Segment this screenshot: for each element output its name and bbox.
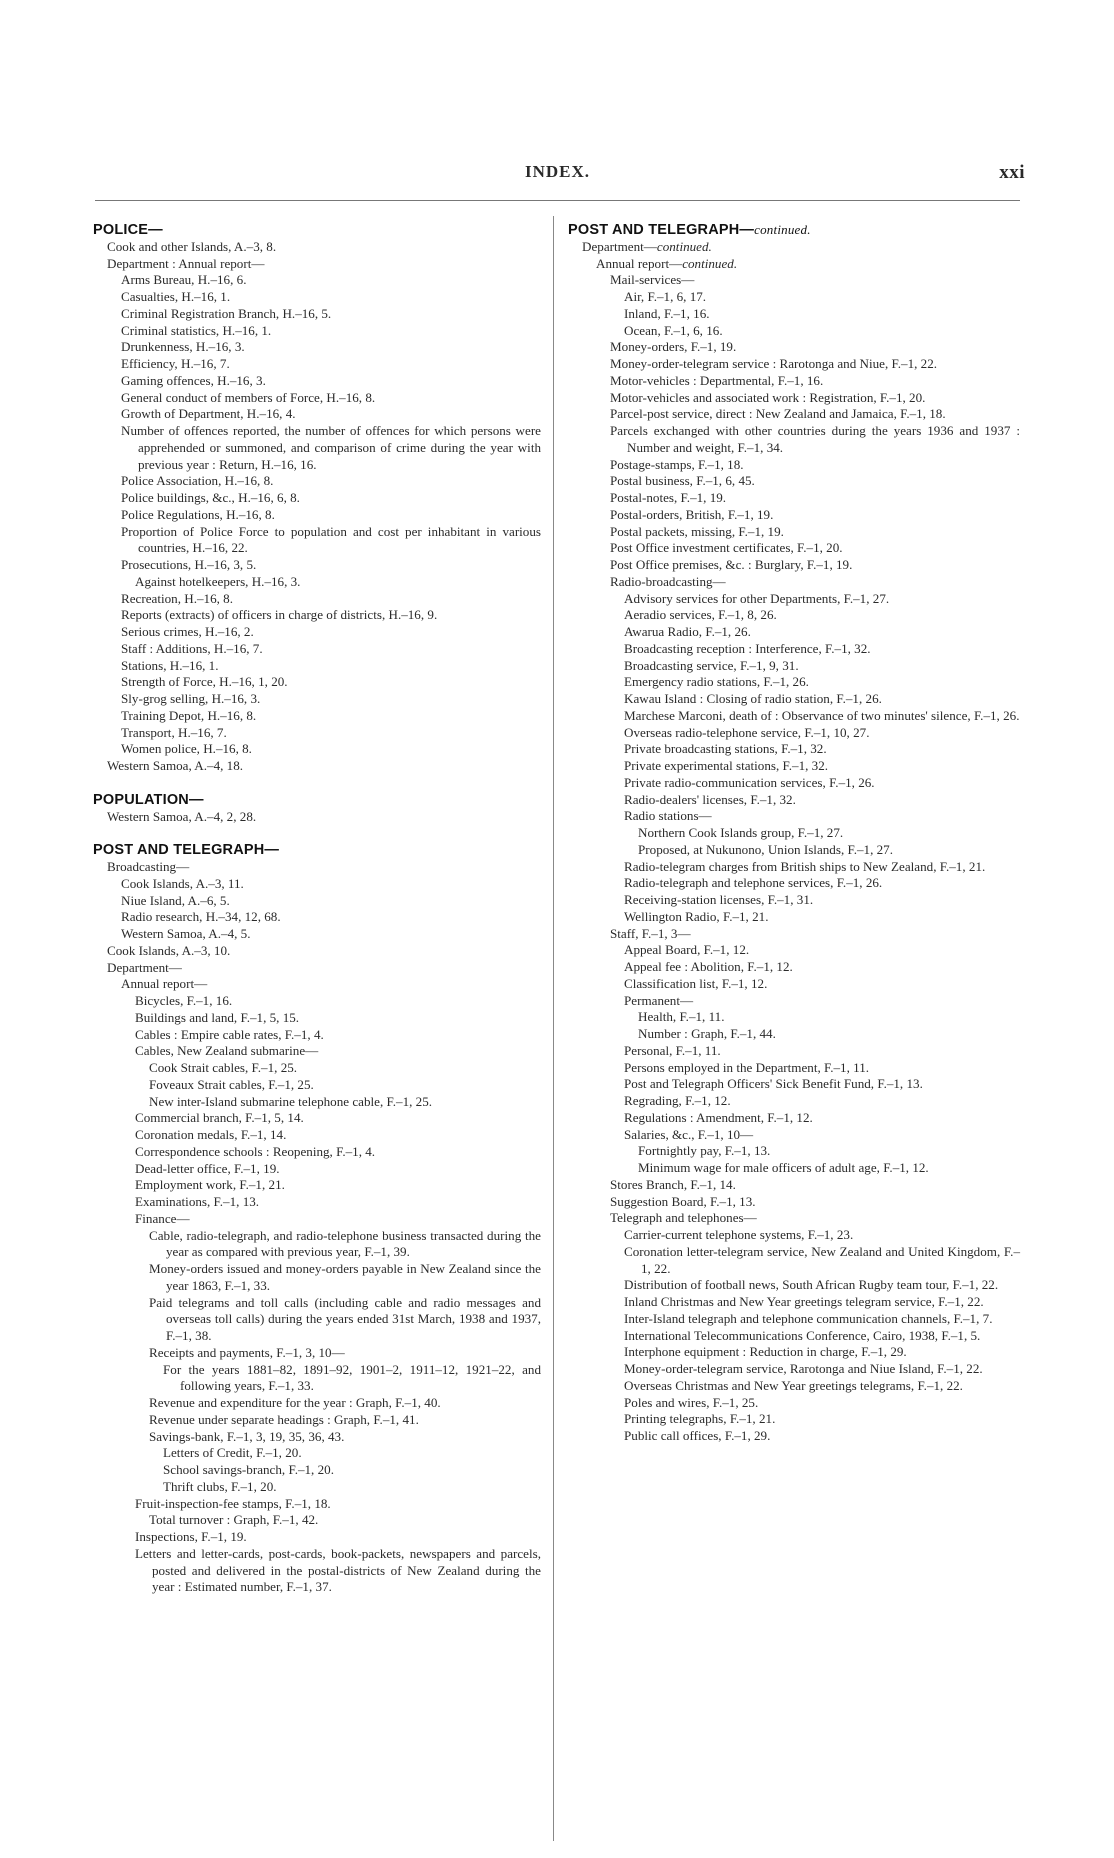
index-entry (93, 1512, 541, 1529)
index-entry (568, 1311, 1020, 1328)
entry-text: Air, F.–1, 6, 17. (624, 289, 707, 304)
entry-text: Radio-dealers' licenses, F.–1, 32. (624, 791, 796, 807)
index-entry (93, 239, 541, 256)
entry-text: Stations, H.–16, 1. (121, 657, 219, 673)
index-entry (568, 1227, 1020, 1244)
index-entry (93, 1027, 541, 1044)
entry-text: Cable, radio-telegraph, and radio-telephone business transacted during the year as compared with previous year, F.–1, 39. (149, 1227, 541, 1260)
entry-text: Regulations : Amendment, F.–1, 12. (624, 1109, 813, 1125)
index-entry (568, 1328, 1020, 1345)
entry-text: Against hotelkeepers, H.–16, 3. (135, 573, 301, 589)
entry-text: Emergency radio stations, F.–1, 26. (624, 674, 809, 690)
index-entry (568, 1361, 1020, 1378)
entry-text: Number : Graph, F.–1, 44. (638, 1026, 776, 1041)
entry-text: Arms Bureau, H.–16, 6. (121, 272, 247, 288)
entry-text: Radio-broadcasting— (610, 573, 726, 589)
index-entry (93, 741, 541, 758)
index-entry (568, 825, 1020, 842)
entry-text: Health, F.–1, 11. (638, 1009, 725, 1025)
index-entry (93, 339, 541, 356)
entry-text: Strength of Force, H.–16, 1, 20. (121, 674, 288, 690)
index-entry (568, 1043, 1020, 1060)
entry-text: Postal-orders, British, F.–1, 19. (610, 506, 774, 522)
entry-text: Letters of Credit, F.–1, 20. (163, 1445, 302, 1461)
index-entry (568, 1411, 1020, 1428)
entry-text: Money-order-telegram service, Rarotonga and Niue Island, F.–1, 22. (624, 1361, 983, 1376)
index-entry (568, 1076, 1020, 1093)
index-entry (93, 876, 541, 893)
entry-text: Cables, New Zealand submarine— (135, 1043, 319, 1059)
index-entry (568, 641, 1020, 658)
index-entry (568, 658, 1020, 675)
entry-text: Appeal Board, F.–1, 12. (624, 942, 750, 958)
entry-text: Serious crimes, H.–16, 2. (121, 624, 254, 639)
entry-text: Salaries, &c., F.–1, 10— (624, 1126, 754, 1142)
index-entry (568, 624, 1020, 641)
index-entry (568, 272, 1020, 289)
entry-text: Revenue under separate headings : Graph, F.–1, 41. (149, 1411, 419, 1427)
index-entry (93, 406, 541, 423)
entry-text: Postal business, F.–1, 6, 45. (610, 473, 755, 489)
index-entry (568, 691, 1020, 708)
index-entry (568, 239, 1020, 256)
index-entry (93, 674, 541, 691)
index-entry (93, 926, 541, 943)
entry-text: Suggestion Board, F.–1, 13. (610, 1193, 756, 1209)
index-entry (568, 406, 1020, 423)
index-entry (568, 909, 1020, 926)
entry-text: Number of offences reported, the number of offences for which persons were apprehended or summoned, and comparison of crime during the year with previous year : Return, H.–16, 16. (121, 423, 541, 472)
index-entry (568, 356, 1020, 373)
index-entry (93, 524, 541, 558)
index-entry (568, 976, 1020, 993)
index-entry (93, 1412, 541, 1429)
entry-text: Gaming offences, H.–16, 3. (121, 372, 266, 388)
index-entry (93, 289, 541, 306)
entry-text: Cook Islands, A.–3, 10. (107, 942, 231, 958)
entry-text: Permanent— (624, 992, 694, 1008)
index-entry (568, 892, 1020, 909)
index-entry (568, 808, 1020, 825)
index-entry (568, 1127, 1020, 1144)
index-entry (93, 1395, 541, 1412)
index-entry (93, 1445, 541, 1462)
index-entry (568, 1110, 1020, 1127)
index-entry (93, 758, 541, 775)
index-entry (93, 490, 541, 507)
entry-text: Department : Annual report— (107, 255, 265, 271)
entry-text: Postal-notes, F.–1, 19. (610, 490, 727, 505)
column-divider (553, 216, 554, 1841)
index-entry (93, 373, 541, 390)
index-entry (568, 993, 1020, 1010)
entry-text: Minimum wage for male officers of adult age, F.–1, 12. (638, 1160, 929, 1175)
index-entry (93, 1127, 541, 1144)
entry-text: Efficiency, H.–16, 7. (121, 356, 230, 371)
entry-text: Examinations, F.–1, 13. (135, 1194, 260, 1209)
entry-text: New inter-Island submarine telephone cable, F.–1, 25. (149, 1093, 433, 1109)
entry-text: Radio-telegram charges from British ships to New Zealand, F.–1, 21. (624, 858, 986, 874)
index-entry (93, 893, 541, 910)
entry-text: POST AND TELEGRAPH— (568, 222, 755, 238)
entry-text: Receipts and payments, F.–1, 3, 10— (149, 1344, 345, 1360)
index-entry (568, 1428, 1020, 1445)
page-header (90, 162, 1025, 186)
entry-text: Radio-telegraph and telephone services, F.–1, 26. (624, 875, 883, 891)
index-entry (93, 256, 541, 273)
index-entry (93, 1194, 541, 1211)
index-entry (93, 1362, 541, 1396)
index-entry (568, 256, 1020, 273)
index-entry (93, 607, 541, 624)
index-entry (568, 1244, 1020, 1278)
header-rule (95, 200, 1020, 201)
index-entry (93, 960, 541, 977)
entry-text: Cook Strait cables, F.–1, 25. (149, 1060, 298, 1075)
index-entry (568, 323, 1020, 340)
index-entry (93, 272, 541, 289)
index-entry (93, 809, 541, 826)
entry-text: Post Office premises, &c. : Burglary, F.–1, 19. (610, 557, 853, 572)
index-entry (93, 390, 541, 407)
index-entry (93, 624, 541, 641)
index-entry (568, 1093, 1020, 1110)
index-entry (93, 1161, 541, 1178)
entry-text: Police Association, H.–16, 8. (121, 473, 274, 489)
index-entry (93, 1496, 541, 1513)
entry-text: Advisory services for other Departments, F.–1, 27. (624, 590, 890, 606)
index-entry (568, 1160, 1020, 1177)
entry-text: Prosecutions, H.–16, 3, 5. (121, 557, 257, 572)
page-title: INDEX. (524, 162, 591, 181)
entry-text: Drunkenness, H.–16, 3. (121, 339, 245, 355)
index-entry (93, 725, 541, 742)
entry-text: Staff : Additions, H.–16, 7. (121, 640, 263, 656)
index-entry (568, 1294, 1020, 1311)
entry-text: Western Samoa, A.–4, 18. (107, 758, 244, 773)
entry-text: School savings-branch, F.–1, 20. (163, 1462, 334, 1477)
entry-text: Appeal fee : Abolition, F.–1, 12. (624, 959, 793, 974)
index-entry (93, 574, 541, 591)
index-entry (568, 339, 1020, 356)
index-entry (568, 758, 1020, 775)
entry-text: Money-orders, F.–1, 19. (610, 339, 737, 355)
entry-text: Postal packets, missing, F.–1, 19. (610, 523, 784, 539)
entry-text: Private radio-communication services, F.–1, 26. (624, 774, 875, 790)
index-entry (93, 1094, 541, 1111)
index-entry (93, 1010, 541, 1027)
index-entry (568, 942, 1020, 959)
continued-label: continued. (754, 222, 811, 237)
index-entry (93, 909, 541, 926)
entry-text: Motor-vehicles and associated work : Registration, F.–1, 20. (610, 389, 926, 405)
entry-text: Criminal statistics, H.–16, 1. (121, 322, 272, 338)
entry-text: Thrift clubs, F.–1, 20. (163, 1478, 277, 1494)
entry-text: Awarua Radio, F.–1, 26. (624, 624, 751, 639)
entry-text: Post Office investment certificates, F.–1, 20. (610, 540, 843, 556)
index-entry (568, 490, 1020, 507)
entry-text: Broadcasting service, F.–1, 9, 31. (624, 657, 799, 673)
entry-text: Department— (582, 238, 657, 254)
index-entry (93, 1110, 541, 1127)
entry-text: Kawau Island : Closing of radio station, F.–1, 26. (624, 691, 882, 706)
index-entry (93, 1295, 541, 1345)
index-entry (568, 574, 1020, 591)
entry-text: Regrading, F.–1, 12. (624, 1093, 731, 1108)
entry-text: Proportion of Police Force to population and cost per inhabitant in various countries, H.–16, 22. (121, 523, 541, 556)
index-heading (93, 222, 541, 239)
entry-text: International Telecommunications Conference, Cairo, 1938, F.–1, 5. (624, 1327, 981, 1343)
index-entry (568, 1395, 1020, 1412)
entry-text: Inland Christmas and New Year greetings telegram service, F.–1, 22. (624, 1294, 984, 1309)
entry-text: Cables : Empire cable rates, F.–1, 4. (135, 1026, 324, 1042)
index-entry (568, 1378, 1020, 1395)
entry-text: Dead-letter office, F.–1, 19. (135, 1160, 280, 1176)
index-entry (93, 557, 541, 574)
index-entry (568, 1194, 1020, 1211)
entry-text: Money-order-telegram service : Rarotonga and Niue, F.–1, 22. (610, 356, 938, 371)
index-entry (568, 926, 1020, 943)
index-entry (568, 507, 1020, 524)
entry-text: Parcels exchanged with other countries during the years 1936 and 1937 : Number and weight, F.–1, 34. (610, 423, 1020, 455)
index-entry (568, 390, 1020, 407)
entry-text: Employment work, F.–1, 21. (135, 1177, 285, 1193)
entry-text: Private experimental stations, F.–1, 32. (624, 758, 829, 773)
index-entry (568, 373, 1020, 390)
index-entry (93, 1462, 541, 1479)
index-entry (568, 741, 1020, 758)
index-entry (93, 1429, 541, 1446)
entry-text: Cook and other Islands, A.–3, 8. (107, 238, 277, 254)
index-entry (93, 993, 541, 1010)
entry-text: Persons employed in the Department, F.–1, 11. (624, 1059, 870, 1075)
index-entry (568, 607, 1020, 624)
entry-text: Radio stations— (624, 808, 712, 824)
entry-text: Cook Islands, A.–3, 11. (121, 875, 244, 891)
index-entry (93, 1345, 541, 1362)
index-entry (93, 1177, 541, 1194)
entry-text: Public call offices, F.–1, 29. (624, 1428, 771, 1443)
entry-text: Niue Island, A.–6, 5. (121, 892, 230, 908)
index-entry (568, 473, 1020, 490)
entry-text: Private broadcasting stations, F.–1, 32. (624, 741, 827, 757)
entry-text: Mail-services— (610, 272, 695, 288)
entry-text: Broadcasting reception : Interference, F.–1, 32. (624, 640, 871, 656)
index-entry (93, 507, 541, 524)
entry-text: Overseas Christmas and New Year greetings telegrams, F.–1, 22. (624, 1377, 963, 1393)
index-entry (93, 1043, 541, 1060)
index-entry (93, 691, 541, 708)
entry-text: Coronation letter-telegram service, New Zealand and United Kingdom, F.–1, 22. (624, 1243, 1020, 1276)
index-entry (568, 1177, 1020, 1194)
entry-text: Carrier-current telephone systems, F.–1, 23. (624, 1227, 854, 1242)
index-entry (568, 1344, 1020, 1361)
entry-text: For the years 1881–82, 1891–92, 1901–2, 1911–12, 1921–22, and following years, F.–1, 33. (163, 1361, 541, 1394)
index-entry (568, 959, 1020, 976)
entry-text: Classification list, F.–1, 12. (624, 975, 768, 991)
index-entry (568, 1009, 1020, 1026)
entry-text: Paid telegrams and toll calls (including cable and radio messages and overseas toll calls) during the years ended 31st March, 1938 and 1937, F.–1, 38. (149, 1294, 541, 1343)
index-entry (93, 943, 541, 960)
index-heading (93, 792, 541, 809)
entry-text: Revenue and expenditure for the year : Graph, F.–1, 40. (149, 1395, 441, 1410)
entry-text: Distribution of football news, South African Rugby team tour, F.–1, 22. (624, 1277, 999, 1293)
index-entry (93, 859, 541, 876)
index-entry (93, 591, 541, 608)
index-entry (93, 423, 541, 473)
entry-text: Stores Branch, F.–1, 14. (610, 1176, 736, 1192)
entry-text: Staff, F.–1, 3— (610, 925, 691, 941)
entry-text: POLICE— (93, 222, 163, 238)
entry-text: Commercial branch, F.–1, 5, 14. (135, 1110, 304, 1126)
index-entry (93, 1261, 541, 1295)
index-entry (93, 473, 541, 490)
entry-text: Motor-vehicles : Departmental, F.–1, 16. (610, 372, 824, 388)
index-entry (93, 1144, 541, 1161)
entry-text: Marchese Marconi, death of : Observance of two minutes' silence, F.–1, 26. (624, 707, 1020, 723)
index-entry (93, 641, 541, 658)
entry-text: Receiving-station licenses, F.–1, 31. (624, 892, 814, 907)
entry-text: Finance— (135, 1210, 190, 1226)
entry-text: Inspections, F.–1, 19. (135, 1529, 247, 1544)
entry-text: Sly-grog selling, H.–16, 3. (121, 691, 261, 706)
entry-text: Police Regulations, H.–16, 8. (121, 506, 275, 522)
index-entry (568, 1060, 1020, 1077)
entry-text: Foveaux Strait cables, F.–1, 25. (149, 1076, 314, 1092)
index-entry (568, 842, 1020, 859)
index-entry (568, 557, 1020, 574)
index-entry (93, 1529, 541, 1546)
index-entry (568, 775, 1020, 792)
entry-text: Coronation medals, F.–1, 14. (135, 1127, 287, 1142)
index-entry (568, 875, 1020, 892)
entry-text: Western Samoa, A.–4, 5. (121, 926, 251, 941)
index-entry (568, 524, 1020, 541)
page-number: xxi (999, 162, 1025, 183)
entry-text: Fortnightly pay, F.–1, 13. (638, 1143, 771, 1159)
entry-text: Criminal Registration Branch, H.–16, 5. (121, 305, 332, 321)
index-entry (568, 725, 1020, 742)
entry-text: Inter-Island telegraph and telephone communication channels, F.–1, 7. (624, 1310, 993, 1326)
index-entry (568, 859, 1020, 876)
entry-text: POPULATION— (93, 791, 204, 808)
index-entry (568, 1210, 1020, 1227)
entry-text: Annual report— (121, 976, 208, 992)
index-column-left (93, 222, 541, 1596)
entry-text: General conduct of members of Force, H.–16, 8. (121, 389, 376, 405)
entry-text: Transport, H.–16, 7. (121, 724, 227, 740)
index-entry (93, 1211, 541, 1228)
index-entry (568, 423, 1020, 457)
entry-text: Post and Telegraph Officers' Sick Benefit Fund, F.–1, 13. (624, 1076, 923, 1092)
index-entry (568, 591, 1020, 608)
index-entry (568, 674, 1020, 691)
entry-text: Western Samoa, A.–4, 2, 28. (107, 808, 257, 824)
entry-text: Broadcasting— (107, 859, 190, 874)
entry-text: Casualties, H.–16, 1. (121, 289, 231, 304)
entry-text: Department— (107, 959, 182, 975)
entry-text: Reports (extracts) of officers in charge of districts, H.–16, 9. (121, 607, 438, 623)
entry-text: Letters and letter-cards, post-cards, book-packets, newspapers and parcels, posted and delivered in the postal-districts of New Zealand during the year : Estimated number, F.–1, 37. (135, 1545, 541, 1595)
index-entry (93, 1479, 541, 1496)
entry-text: Inland, F.–1, 16. (624, 305, 710, 321)
index-entry (93, 976, 541, 993)
entry-text: Postage-stamps, F.–1, 18. (610, 456, 744, 472)
index-entry (93, 1228, 541, 1262)
continued-label: continued. (656, 238, 712, 254)
index-entry (93, 356, 541, 373)
index-entry (93, 323, 541, 340)
entry-text: Personal, F.–1, 11. (624, 1042, 721, 1058)
entry-text: Training Depot, H.–16, 8. (121, 707, 257, 723)
entry-text: Buildings and land, F.–1, 5, 15. (135, 1009, 300, 1025)
entry-text: POST AND TELEGRAPH— (93, 842, 280, 859)
index-entry (568, 1277, 1020, 1294)
entry-text: Fruit-inspection-fee stamps, F.–1, 18. (135, 1495, 331, 1511)
index-entry (93, 1077, 541, 1094)
index-entry (568, 457, 1020, 474)
index-entry (93, 306, 541, 323)
entry-text: Overseas radio-telephone service, F.–1, 10, 27. (624, 724, 870, 740)
entry-text: Proposed, at Nukunono, Union Islands, F.–1, 27. (638, 841, 894, 857)
entry-text: Recreation, H.–16, 8. (121, 590, 233, 606)
entry-text: Savings-bank, F.–1, 3, 19, 35, 36, 43. (149, 1428, 345, 1444)
entry-text: Annual report— (596, 255, 683, 271)
entry-text: Correspondence schools : Reopening, F.–1, 4. (135, 1143, 376, 1159)
index-entry (93, 1060, 541, 1077)
index-entry (93, 708, 541, 725)
entry-text: Bicycles, F.–1, 16. (135, 993, 233, 1008)
index-entry (568, 306, 1020, 323)
entry-text: Money-orders issued and money-orders payable in New Zealand since the year 1863, F.–1, 33. (149, 1261, 541, 1293)
entry-text: Aeradio services, F.–1, 8, 26. (624, 607, 777, 623)
index-entry (93, 1546, 541, 1596)
entry-text: Poles and wires, F.–1, 25. (624, 1394, 759, 1410)
entry-text: Telegraph and telephones— (610, 1210, 757, 1226)
entry-text: Wellington Radio, F.–1, 21. (624, 908, 769, 924)
entry-text: Northern Cook Islands group, F.–1, 27. (638, 825, 844, 840)
continued-label: continued. (682, 255, 738, 271)
index-entry (568, 1143, 1020, 1160)
index-entry (568, 1026, 1020, 1043)
entry-text: Printing telegraphs, F.–1, 21. (624, 1411, 776, 1427)
entry-text: Women police, H.–16, 8. (121, 741, 252, 757)
entry-text: Total turnover : Graph, F.–1, 42. (149, 1512, 319, 1528)
entry-text: Interphone equipment : Reduction in charge, F.–1, 29. (624, 1344, 907, 1360)
index-heading (93, 842, 541, 859)
index-entry (568, 540, 1020, 557)
index-entry (568, 708, 1020, 725)
entry-text: Parcel-post service, direct : New Zealand and Jamaica, F.–1, 18. (610, 406, 946, 422)
entry-text: Growth of Department, H.–16, 4. (121, 406, 296, 422)
entry-text: Ocean, F.–1, 6, 16. (624, 322, 723, 338)
entry-text: Radio research, H.–34, 12, 68. (121, 909, 281, 925)
index-entry (568, 792, 1020, 809)
index-heading (568, 222, 1020, 239)
index-column-right (568, 222, 1020, 1445)
entry-text: Police buildings, &c., H.–16, 6, 8. (121, 490, 300, 505)
index-entry (93, 658, 541, 675)
index-entry (568, 289, 1020, 306)
